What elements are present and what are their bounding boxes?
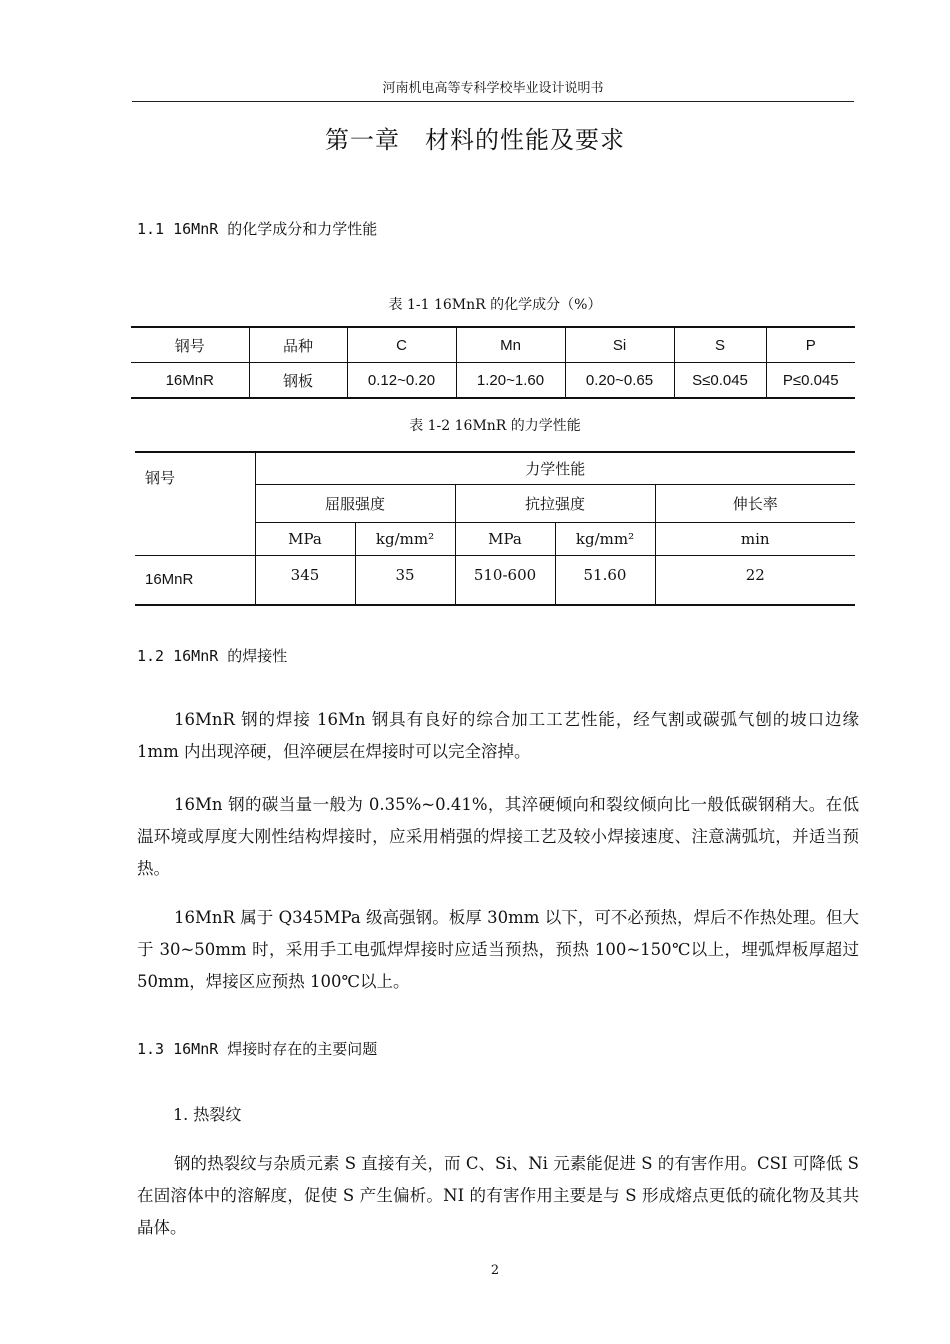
table-cell: S≤0.045 <box>674 363 766 399</box>
table-cell: 0.12~0.20 <box>347 363 456 399</box>
section-heading-1-1: 1.1 16MnR 的化学成分和力学性能 <box>137 220 378 238</box>
chemical-composition-table <box>131 326 855 399</box>
table-cell: 22 <box>655 555 855 605</box>
header-cell: 钢号 <box>131 327 249 363</box>
paragraph: 16MnR 钢的焊接 16Mn 钢具有良好的综合加工工艺性能，经气割或碳弧气刨的坡口边缘 1mm 内出现淬硬，但淬硬层在焊接时可以完全溶掉。 <box>137 710 859 761</box>
paragraph: 16MnR 属于 Q345MPa 级高强钢。板厚 30mm 以下，可不必预热，焊后不作热处理。但大于 30~50mm 时，采用手工电弧焊焊接时应适当预热，预热 100~150℃以上，埋弧焊板厚超过 50mm，焊接区应预热 100℃以上。 <box>137 908 859 991</box>
subheader-cell: 屈服强度 <box>255 484 455 522</box>
table-cell: 51.60 <box>555 555 655 605</box>
subsection-heading: 1. 热裂纹 <box>173 1105 242 1124</box>
table-row <box>131 363 855 399</box>
table2-caption: 表 1-2 16MnR 的力学性能 <box>409 418 581 434</box>
section-heading-1-2: 1.2 16MnR 的焊接性 <box>137 647 288 665</box>
table-cell: 16MnR <box>135 555 255 605</box>
group-header-cell: 力学性能 <box>255 452 855 484</box>
unit-cell: kg/mm² <box>555 522 655 555</box>
header-cell: C <box>347 327 456 363</box>
paragraph: 钢的热裂纹与杂质元素 S 直接有关，而 C、Si、Ni 元素能促进 S 的有害作用。CSI 可降低 S 在固溶体中的溶解度，促使 S 产生偏析。NI 的有害作用主要是与 S 形成熔点更低的硫化物及其共晶体。 <box>137 1154 859 1237</box>
table1-caption: 表 1-1 16MnR 的化学成分（%） <box>388 297 602 313</box>
table-cell: 345 <box>255 555 355 605</box>
table-cell: 0.20~0.65 <box>565 363 674 399</box>
page-number: 2 <box>490 1263 500 1278</box>
chapter-title: 第一章 材料的性能及要求 <box>325 126 625 154</box>
table-header-row <box>131 327 855 363</box>
table-cell: 510-600 <box>455 555 555 605</box>
table-cell: 1.20~1.60 <box>456 363 565 399</box>
table-row <box>135 555 855 605</box>
table-cell: 35 <box>355 555 455 605</box>
header-cell: 品种 <box>249 327 347 363</box>
page-header: 河南机电高等专科学校毕业设计说明书 <box>132 79 854 102</box>
header-cell: P <box>766 327 855 363</box>
table-cell: P≤0.045 <box>766 363 855 399</box>
header-cell: Mn <box>456 327 565 363</box>
unit-cell: min <box>655 522 855 555</box>
header-cell: Si <box>565 327 674 363</box>
section-heading-1-3: 1.3 16MnR 焊接时存在的主要问题 <box>137 1040 378 1058</box>
table-cell: 16MnR <box>131 363 249 399</box>
steel-label-cell: 钢号 <box>135 452 255 555</box>
unit-cell: MPa <box>455 522 555 555</box>
subheader-cell: 伸长率 <box>655 484 855 522</box>
table-cell: 钢板 <box>249 363 347 399</box>
mechanical-properties-table <box>135 451 855 606</box>
header-cell: S <box>674 327 766 363</box>
table-header-row <box>135 452 855 484</box>
subheader-cell: 抗拉强度 <box>455 484 655 522</box>
unit-cell: kg/mm² <box>355 522 455 555</box>
unit-cell: MPa <box>255 522 355 555</box>
paragraph: 16Mn 钢的碳当量一般为 0.35%~0.41%，其淬硬倾向和裂纹倾向比一般低碳钢稍大。在低温环境或厚度大刚性结构焊接时，应采用梢强的焊接工艺及较小焊接速度、注意满弧坑，并适当预热。 <box>137 795 859 878</box>
